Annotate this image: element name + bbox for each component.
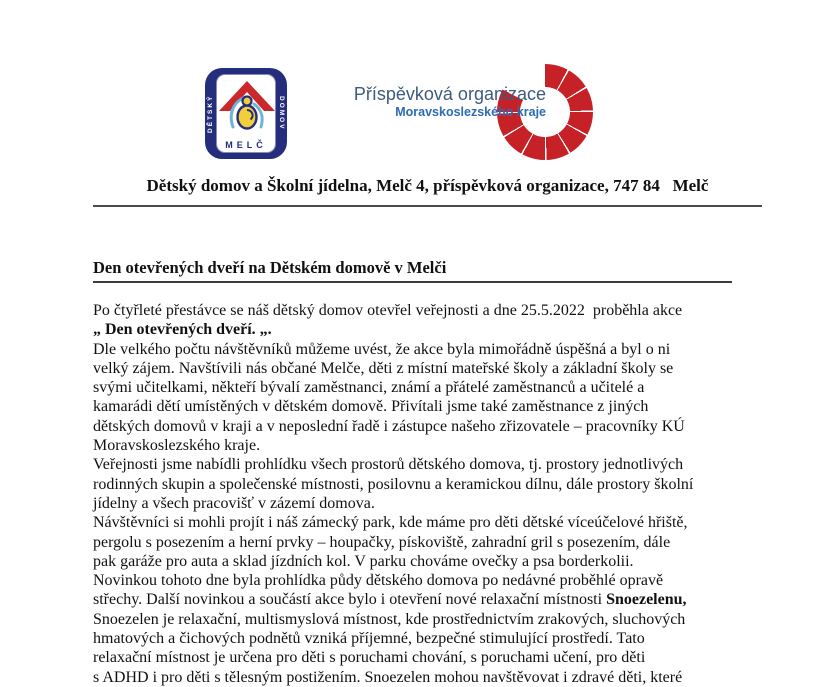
melc-logo-name-text: MELČ (225, 140, 267, 150)
melc-logo-side-text-left: DĚTSKÝ (207, 94, 214, 133)
organization-title: Dětský domov a Školní jídelna, Melč 4, příspěvková organizace, 747 84 Melč (146, 176, 709, 195)
body-line: pergolu s posezením a herní prvky – houpačky, pískoviště, zahradní gril s posezením, dále (93, 533, 671, 551)
melc-children-home-logo (205, 68, 287, 159)
article-heading: Den otevřených dveří na Dětském domově v Melči (93, 258, 732, 283)
body-line: Po čtyřleté přestávce se náš dětský domov otevřel veřejnosti a dne 25.5.2022 proběhla akce (93, 302, 683, 319)
msk-logo-line2: Moravskoslezského kraje (395, 105, 546, 119)
body-line: Moravskoslezského kraje. (93, 437, 261, 455)
melc-logo-side-text-right: DOMOV (278, 96, 285, 131)
body-line: Dle velkého počtu návštěvníků můžeme uvést, že akce byla mimořádně úspěšná a byl o ni (93, 340, 671, 358)
body-line: s ADHD i pro děti s tělesným postižením. Snoezelen mohou navštěvovat i zdravé děti, které (93, 668, 683, 686)
body-line: svými učitelkami, někteří bývalí zaměstnanci, známí a přátelé zaměstnanců a učitelé a (93, 379, 645, 397)
body-line-snoezelen: střechy. Další novinkou a součástí akce bylo i otevření nové relaxační místnosti Snoezelenu, (93, 591, 687, 609)
body-line: Návštěvníci si mohli projít i náš zámecký park, kde máme pro děti dětské víceúčelové hřiště, (93, 514, 688, 532)
body-line: dětských domovů v kraji a v neposlední řadě i zástupce našeho zřizovatele – pracovníky KÚ (93, 417, 685, 435)
body-line: Veřejnosti jsme nabídli prohlídku všech prostorů dětského domova, tj. prostory jednotlivých (93, 456, 684, 474)
msk-logo-line1: Příspěvková organizace (353, 84, 546, 104)
msk-logo-text (298, 84, 546, 119)
body-line: kamarádi dětí umístěných v dětském domově. Přivítali jsme také zaměstnance z jiných (93, 398, 649, 416)
body-line: Snoezelen je relaxační, multismyslová místnost, kde prostřednictvím zrakových, sluchových (93, 610, 686, 628)
body-line: velký zájem. Navštívili nás občané Melče, děti z místní mateřské školy a základní školy se (93, 359, 674, 377)
body-line: pak garáže pro auta a sklad jízdních kol. V parku chováme ovečky a psa borderkolii. (93, 552, 634, 570)
body-line-event-name: „ Den otevřených dveří. „. (93, 321, 272, 339)
body-line: Novinkou tohoto dne byla prohlídka půdy dětského domova po nedávné proběhlé opravě (93, 572, 664, 590)
body-line: jídelny a všech pracovišť v zázemí domova. (93, 494, 375, 512)
melc-logo-inner (216, 74, 276, 153)
body-line: relaxační místnost je určena pro děti s poruchami chování, s poruchami učení, pro děti (93, 649, 646, 667)
body-line: rodinných skupin a společenské místnosti, posilovnu a keramickou dílnu, dále prostory školní (93, 475, 694, 493)
melc-house-child-icon (217, 75, 276, 139)
header-divider-line (93, 205, 762, 207)
article-body (93, 301, 785, 687)
body-line: hmatových a čichových podnětů vzniká příjemné, bezpečné stimulující prostředí. Tato (93, 630, 645, 648)
